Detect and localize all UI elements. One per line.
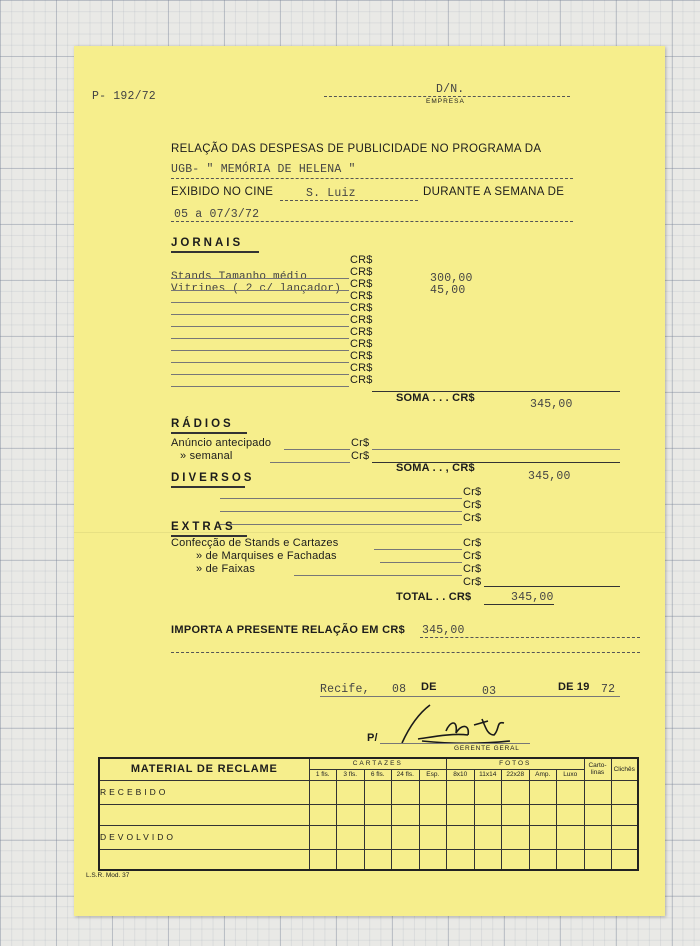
jornais-item-desc-1: Stands Tamanho médio (171, 271, 308, 283)
jornais-underline (171, 251, 259, 253)
entry-line (220, 524, 462, 525)
extras-sum-line (484, 586, 620, 587)
jornais-item-desc-2: Vitrines ( 2 c/ lançador) (171, 283, 342, 295)
program-name: UGB- " MEMÓRIA DE HELENA " (171, 163, 356, 176)
entry-line (171, 278, 349, 279)
extras-total-label: TOTAL . . CR$ (396, 591, 472, 603)
cartazes-col-2: 3 fls. (337, 769, 365, 780)
fotos-col-5: Luxo (557, 769, 585, 780)
currency-label: CR$ (350, 350, 373, 362)
jornais-item-value-2: 45,00 (430, 284, 466, 297)
entry-line (220, 498, 462, 499)
radios-soma-value: 345,00 (528, 470, 571, 483)
currency-label: CR$ (350, 278, 373, 290)
diversos-underline (171, 486, 245, 488)
currency-label: Cr$ (351, 450, 370, 462)
fotos-col-2: 11x14 (474, 769, 502, 780)
extras-item-1: Confecção de Stands e Cartazes (171, 537, 339, 549)
importa-label: IMPORTA A PRESENTE RELAÇÃO EM CR$ (171, 624, 405, 636)
signature-line (380, 743, 530, 744)
entry-line (294, 575, 462, 576)
entry-line (171, 314, 349, 315)
cinema-name: S. Luiz (306, 187, 356, 200)
entry-line (284, 449, 350, 450)
importa-line-2 (171, 652, 640, 653)
currency-label: CR$ (350, 374, 373, 386)
exhibited-label: EXIBIDO NO CINE (171, 186, 274, 198)
program-line (171, 178, 573, 179)
entry-line (380, 562, 462, 563)
currency-label: CR$ (350, 338, 373, 350)
currency-label: Cr$ (463, 563, 482, 575)
diversos-heading: DIVERSOS (171, 472, 255, 484)
extras-item-3: » de Faixas (196, 563, 256, 575)
importa-value: 345,00 (422, 624, 465, 637)
cartazes-label: CARTAZES (309, 758, 447, 769)
date-city: Recife, (320, 683, 370, 696)
radios-heading: RÁDIOS (171, 418, 234, 430)
doc-ref: P- 192/72 (92, 90, 156, 103)
date-de-2: DE 19 (558, 681, 590, 693)
date-day: 08 (392, 683, 407, 696)
currency-label: Cr$ (351, 437, 370, 449)
company-line (324, 96, 570, 97)
radios-underline (171, 432, 247, 434)
date-month: 03 (482, 685, 497, 698)
document-sheet (74, 46, 665, 916)
during-label: DURANTE A SEMANA DE (423, 186, 565, 198)
currency-label: CR$ (350, 290, 373, 302)
cartazes-col-4: 24 fls. (392, 769, 420, 780)
devolvido-label: DEVOLVIDO (99, 825, 309, 849)
currency-label: CR$ (350, 314, 373, 326)
currency-label: CR$ (350, 326, 373, 338)
jornais-soma-value: 345,00 (530, 398, 573, 411)
cartazes-col-5: Esp. (419, 769, 447, 780)
entry-line (171, 302, 349, 303)
recebido-label: RECEBIDO (99, 780, 309, 804)
currency-label: Cr$ (463, 576, 482, 588)
cartazes-col-1: 1 fls. (309, 769, 337, 780)
currency-label: Cr$ (463, 499, 482, 511)
fotos-col-1: 8x10 (447, 769, 475, 780)
jornais-item-value-1: 300,00 (430, 272, 473, 285)
jornais-soma-label: SOMA . . . CR$ (396, 392, 475, 404)
date-de-1: DE (421, 681, 437, 693)
radios-item-2: » semanal (180, 450, 233, 462)
entry-line (270, 462, 350, 463)
title-line: RELAÇÃO DAS DESPESAS DE PUBLICIDADE NO PROGRAMA DA (171, 143, 542, 155)
company-value: D/N. (436, 83, 465, 96)
entry-line (372, 449, 620, 450)
material-table (98, 757, 639, 871)
entry-line (171, 386, 349, 387)
currency-label: CR$ (350, 266, 373, 278)
entry-line (171, 290, 349, 291)
currency-label: Cr$ (463, 512, 482, 524)
date-line (320, 696, 620, 697)
entry-line (171, 326, 349, 327)
entry-line (171, 362, 349, 363)
date-year: 72 (601, 683, 616, 696)
jornais-heading: JORNAIS (171, 237, 244, 249)
signature-prefix: P/ (367, 732, 378, 744)
fotos-col-4: Amp. (529, 769, 557, 780)
extras-item-2: » de Marquises e Fachadas (196, 550, 337, 562)
currency-label: Cr$ (463, 550, 482, 562)
cartazes-col-3: 6 fls. (364, 769, 392, 780)
fotos-label: FOTOS (447, 758, 585, 769)
currency-label: CR$ (350, 302, 373, 314)
form-code: L.S.R. Mod. 37 (86, 872, 130, 879)
entry-line (171, 338, 349, 339)
material-title: MATERIAL DE RECLAME (99, 758, 309, 780)
extras-total-value: 345,00 (511, 591, 554, 604)
currency-label: Cr$ (463, 537, 482, 549)
total-underline (484, 604, 554, 605)
fotos-col-3: 22x28 (502, 769, 530, 780)
company-label: EMPRESA (426, 98, 465, 105)
paper-fold (74, 532, 665, 533)
cliches-label: Clichês (611, 758, 638, 780)
cinema-line (280, 200, 418, 201)
entry-line (171, 374, 349, 375)
entry-line (171, 350, 349, 351)
signature-label: GERENTE GERAL (454, 745, 520, 752)
cartolinas-label: Carto-linas (584, 758, 611, 780)
week-line (171, 221, 573, 222)
entry-line (220, 511, 462, 512)
extras-heading: EXTRAS (171, 521, 236, 533)
week-value: 05 a 07/3/72 (174, 208, 260, 221)
currency-label: CR$ (350, 362, 373, 374)
importa-line (420, 637, 640, 638)
currency-label: CR$ (350, 254, 373, 266)
currency-label: Cr$ (463, 486, 482, 498)
entry-line (374, 549, 462, 550)
radios-soma-label: SOMA . . , CR$ (396, 462, 475, 474)
radios-item-1: Anúncio antecipado (171, 437, 272, 449)
